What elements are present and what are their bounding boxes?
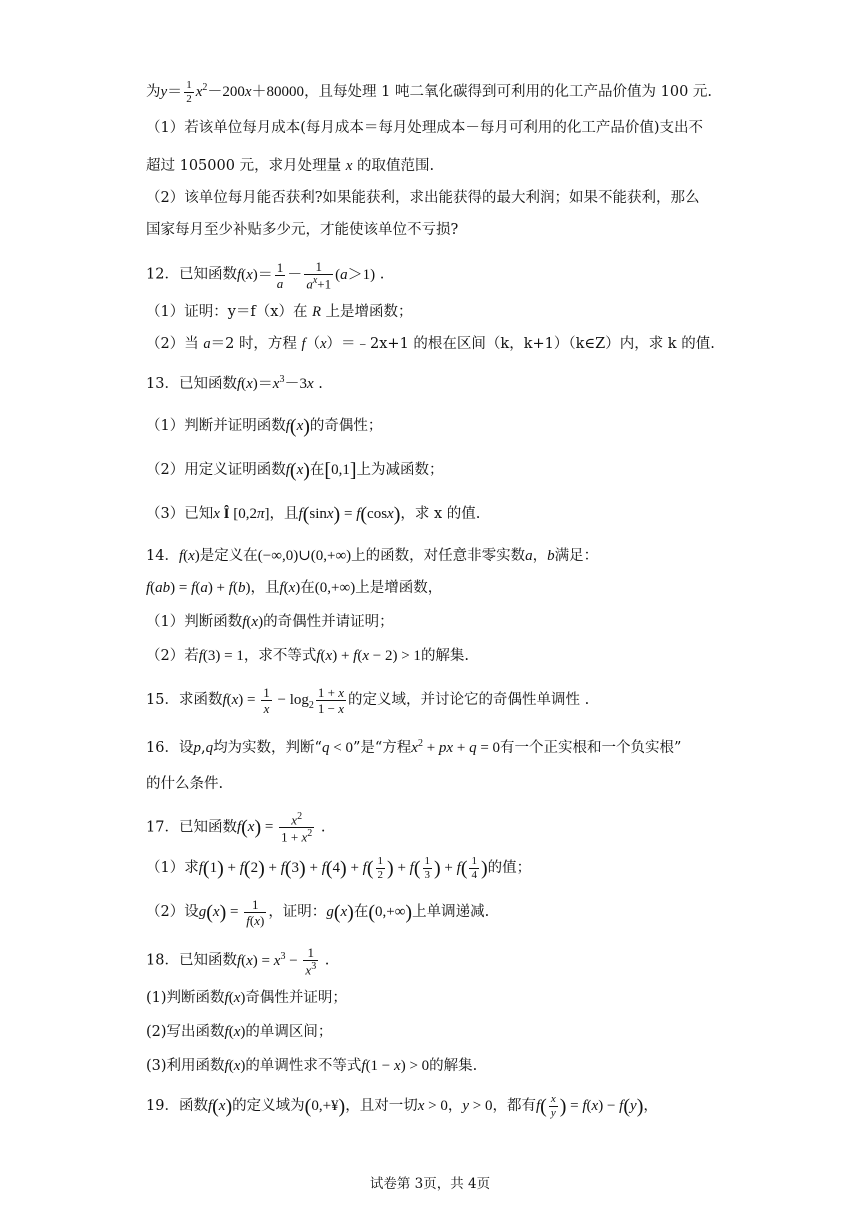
problem-14-part-2: （2）若f(3) = 1，求不等式f(x) + f(x − 2) > 1的解集. <box>146 648 470 664</box>
problem-19-stem: 19．函数f(x)的定义域为(0,+¥)，且对一切x > 0，y > 0，都有f( $\frac{x}{y}$ ) = f(x) − f(y)， <box>146 1093 658 1119</box>
problem-14-condition: f(ab) = f(a) + f(b)，且f(x)在(0,+∞)上是增函数， <box>146 580 443 596</box>
problem-18-part-2: (2)写出函数f(x)的单调区间； <box>146 1024 333 1040</box>
problem-15: 15．求函数f(x) = $\frac{1}{x}$ − $\log_2$ $\frac{1 + x}{1 - x}$ 的定义域，并讨论它的奇偶性单调性 . <box>146 685 590 716</box>
problem-13-stem: 13．已知函数$f(x)=x^3-3x$ . <box>146 374 323 392</box>
problem-12-part-1: （1）证明：y＝f（x）在 R 上是增函数； <box>146 304 413 320</box>
problem-12-stem: 12．已知函数f(x)＝ $\frac{1}{a}$ － $\frac{1}{a^x+1}$ (a＞1) . <box>146 259 385 292</box>
problem-13-part-3: （3）已知x Î [0,2π]，且f(sinx) = f(cosx)，求 x 的值. <box>146 503 481 526</box>
problem-17-stem: 17．已知函数f(x) = $\frac{x^2}{1 + x^2}$ . <box>146 811 326 845</box>
problem-13-part-2: （2）用定义证明函数f(x)在[0,1]上为减函数； <box>146 459 444 482</box>
problem-11-part-2-cont: 国家每月至少补贴多少元，才能使该单位不亏损? <box>146 222 459 238</box>
problem-14-part-1: （1）判断函数f(x)的奇偶性并请证明； <box>146 614 394 630</box>
problem-18-stem: 18．已知函数$f(x) = x^3$ − $\frac{1}{x^3}$ . <box>146 945 330 978</box>
problem-13-part-1: （1）判断并证明函数f(x)的奇偶性； <box>146 415 383 438</box>
problem-11-part-2: （2）该单位每月能否获利?如果能获利，求出能获得的最大利润；如果不能获利，那么 <box>146 190 700 206</box>
problem-16: 16．设p,q均为实数，判断“q < 0”是“方程$x^2$ + px + q = 0有一个正实根和一个负实根” <box>146 738 682 756</box>
page-footer: 试卷第 3页，共 4页 <box>369 1176 491 1192</box>
problem-18-part-3: (3)利用函数f(x)的单调性求不等式f(1 − x) > 0的解集. <box>146 1058 478 1074</box>
problem-11-cost-function: 为y＝ $\frac{1}{2}$ $x^2-200x+80000$，且每处理 1 吨二氧化碳得到可利用的化工产品价值为 100 元. <box>146 79 713 106</box>
problem-17-part-2: （2）设g(x) = $\frac{1}{f(x)}$ ，证明：g(x)在(0,+∞)上单调递减. <box>146 897 490 928</box>
problem-16-cont: 的什么条件. <box>146 776 224 792</box>
problem-12-part-2: （2）当 a＝2 时，方程 f（x）＝﹣2x+1 的根在区间（k，k+1）（k∈Z）内，求 k 的值. <box>146 336 715 352</box>
problem-14-stem: 14．f(x)是定义在(−∞,0)∪(0,+∞)上的函数，对任意非零实数a，b满足： <box>146 548 599 564</box>
problem-11-part-1: （1）若该单位每月成本(每月成本＝每月处理成本－每月可利用的化工产品价值)支出不 <box>146 120 704 136</box>
problem-17-part-1: （1）求f(1) + f(2) + f(3) + f(4) + f( $\frac{1}{2}$ ) + f( $\frac{1}{3}$ ) + f( $\frac{1}{4}$ )的值； <box>146 855 532 881</box>
problem-11-part-1-cont: 超过 105000 元，求月处理量 x 的取值范围. <box>146 158 435 174</box>
problem-18-part-1: (1)判断函数f(x)奇偶性并证明； <box>146 990 347 1006</box>
